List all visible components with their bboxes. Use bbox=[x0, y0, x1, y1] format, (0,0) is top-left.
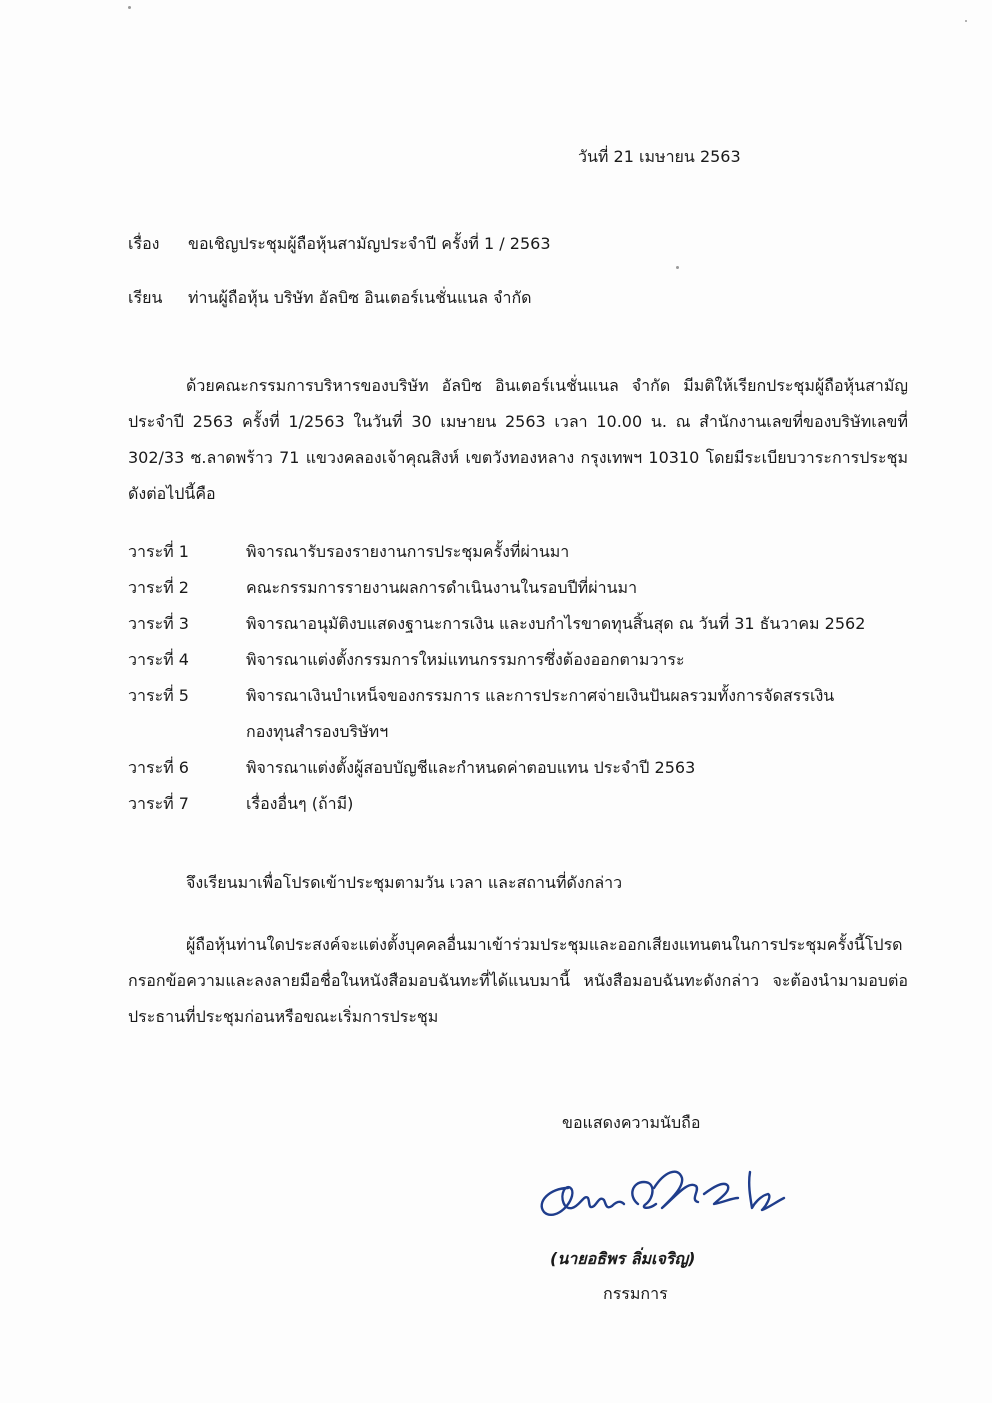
invitation-text: จึงเรียนมาเพื่อโปรดเข้าประชุมตามวัน เวลา และสถานที่ดังกล่าว bbox=[186, 873, 623, 892]
scan-speck bbox=[128, 6, 131, 9]
agenda-text: พิจารณาอนุมัติงบแสดงฐานะการเงิน และงบกำไรขาดทุนสิ้นสุด ณ วันที่ 31 ธันวาคม 2562 bbox=[246, 614, 866, 633]
closing-text: ขอแสดงความนับถือ bbox=[562, 1113, 701, 1132]
agenda-number: วาระที่ 3 bbox=[128, 614, 189, 633]
agenda-list bbox=[128, 534, 918, 822]
recipient-label: เรียน bbox=[128, 288, 163, 307]
agenda-number: วาระที่ 5 bbox=[128, 686, 189, 705]
agenda-item bbox=[128, 606, 918, 642]
agenda-item bbox=[128, 750, 918, 786]
agenda-number: วาระที่ 4 bbox=[128, 650, 189, 669]
scan-speck bbox=[965, 20, 967, 22]
recipient-text: ท่านผู้ถือหุ้น บริษัท อัลบิซ อินเตอร์เนชั่นแนล จำกัด bbox=[188, 288, 532, 307]
signer-name: (นายอธิพร ลิ่มเจริญ) bbox=[550, 1249, 696, 1268]
agenda-item bbox=[128, 678, 918, 750]
agenda-text: พิจารณาแต่งตั้งกรรมการใหม่แทนกรรมการซึ่งต้องออกตามวาระ bbox=[246, 650, 685, 669]
subject-text: ขอเชิญประชุมผู้ถือหุ้นสามัญประจำปี ครั้งที่ 1 / 2563 bbox=[188, 234, 551, 253]
agenda-number: วาระที่ 2 bbox=[128, 578, 189, 597]
intro-paragraph bbox=[128, 368, 908, 512]
subject-label: เรื่อง bbox=[128, 234, 160, 253]
handwritten-signature bbox=[528, 1158, 788, 1228]
letter-date: วันที่ 21 เมษายน 2563 bbox=[578, 147, 741, 166]
intro-text: ด้วยคณะกรรมการบริหารของบริษัท อัลบิซ อินเตอร์เนชั่นแนล จำกัด มีมติให้เรียกประชุมผู้ถือหุ้นสามัญประจำปี 2563 ครั้งที่ 1/2563 ในวันที่ 30 เมษายน 2563 เวลา 10.00 น. ณ สำนักงานเลขที่ของบริษัทเลขที่ 302/33 ซ.ลาดพร้าว 71 แขวงคลองเจ้าคุณสิงห์ เขตวังทองหลาง กรุงเทพฯ 10310 โดยมีระเบียบวาระการประชุมดังต่อไปนี้คือ bbox=[128, 376, 908, 503]
agenda-text: คณะกรรมการรายงานผลการดำเนินงานในรอบปีที่ผ่านมา bbox=[246, 578, 638, 597]
agenda-number: วาระที่ 1 bbox=[128, 542, 189, 561]
agenda-number: วาระที่ 7 bbox=[128, 794, 189, 813]
scan-speck bbox=[676, 266, 679, 269]
agenda-item bbox=[128, 642, 918, 678]
agenda-item bbox=[128, 786, 918, 822]
proxy-text: ผู้ถือหุ้นท่านใดประสงค์จะแต่งตั้งบุคคลอื่นมาเข้าร่วมประชุมและออกเสียงแทนตนในการประชุมครั้งนี้โปรดกรอกข้อความและลงลายมือชื่อในหนังสือมอบฉันทะที่ได้แนบมานี้ หนังสือมอบฉันทะดังกล่าว จะต้องนำมามอบต่อประธานที่ประชุมก่อนหรือขณะเริ่มการประชุม bbox=[128, 935, 908, 1026]
agenda-item bbox=[128, 534, 918, 570]
agenda-text: พิจารณาเงินบำเหน็จของกรรมการ และการประกาศจ่ายเงินปันผลรวมทั้งการจัดสรรเงินกองทุนสำรองบริษัทฯ bbox=[246, 686, 835, 741]
agenda-text: เรื่องอื่นๆ (ถ้ามี) bbox=[246, 794, 354, 813]
proxy-paragraph bbox=[128, 927, 908, 1035]
agenda-text: พิจารณารับรองรายงานการประชุมครั้งที่ผ่านมา bbox=[246, 542, 570, 561]
signer-position: กรรมการ bbox=[603, 1284, 668, 1303]
agenda-number: วาระที่ 6 bbox=[128, 758, 189, 777]
agenda-text: พิจารณาแต่งตั้งผู้สอบบัญชีและกำหนดค่าตอบแทน ประจำปี 2563 bbox=[246, 758, 696, 777]
agenda-item bbox=[128, 570, 918, 606]
